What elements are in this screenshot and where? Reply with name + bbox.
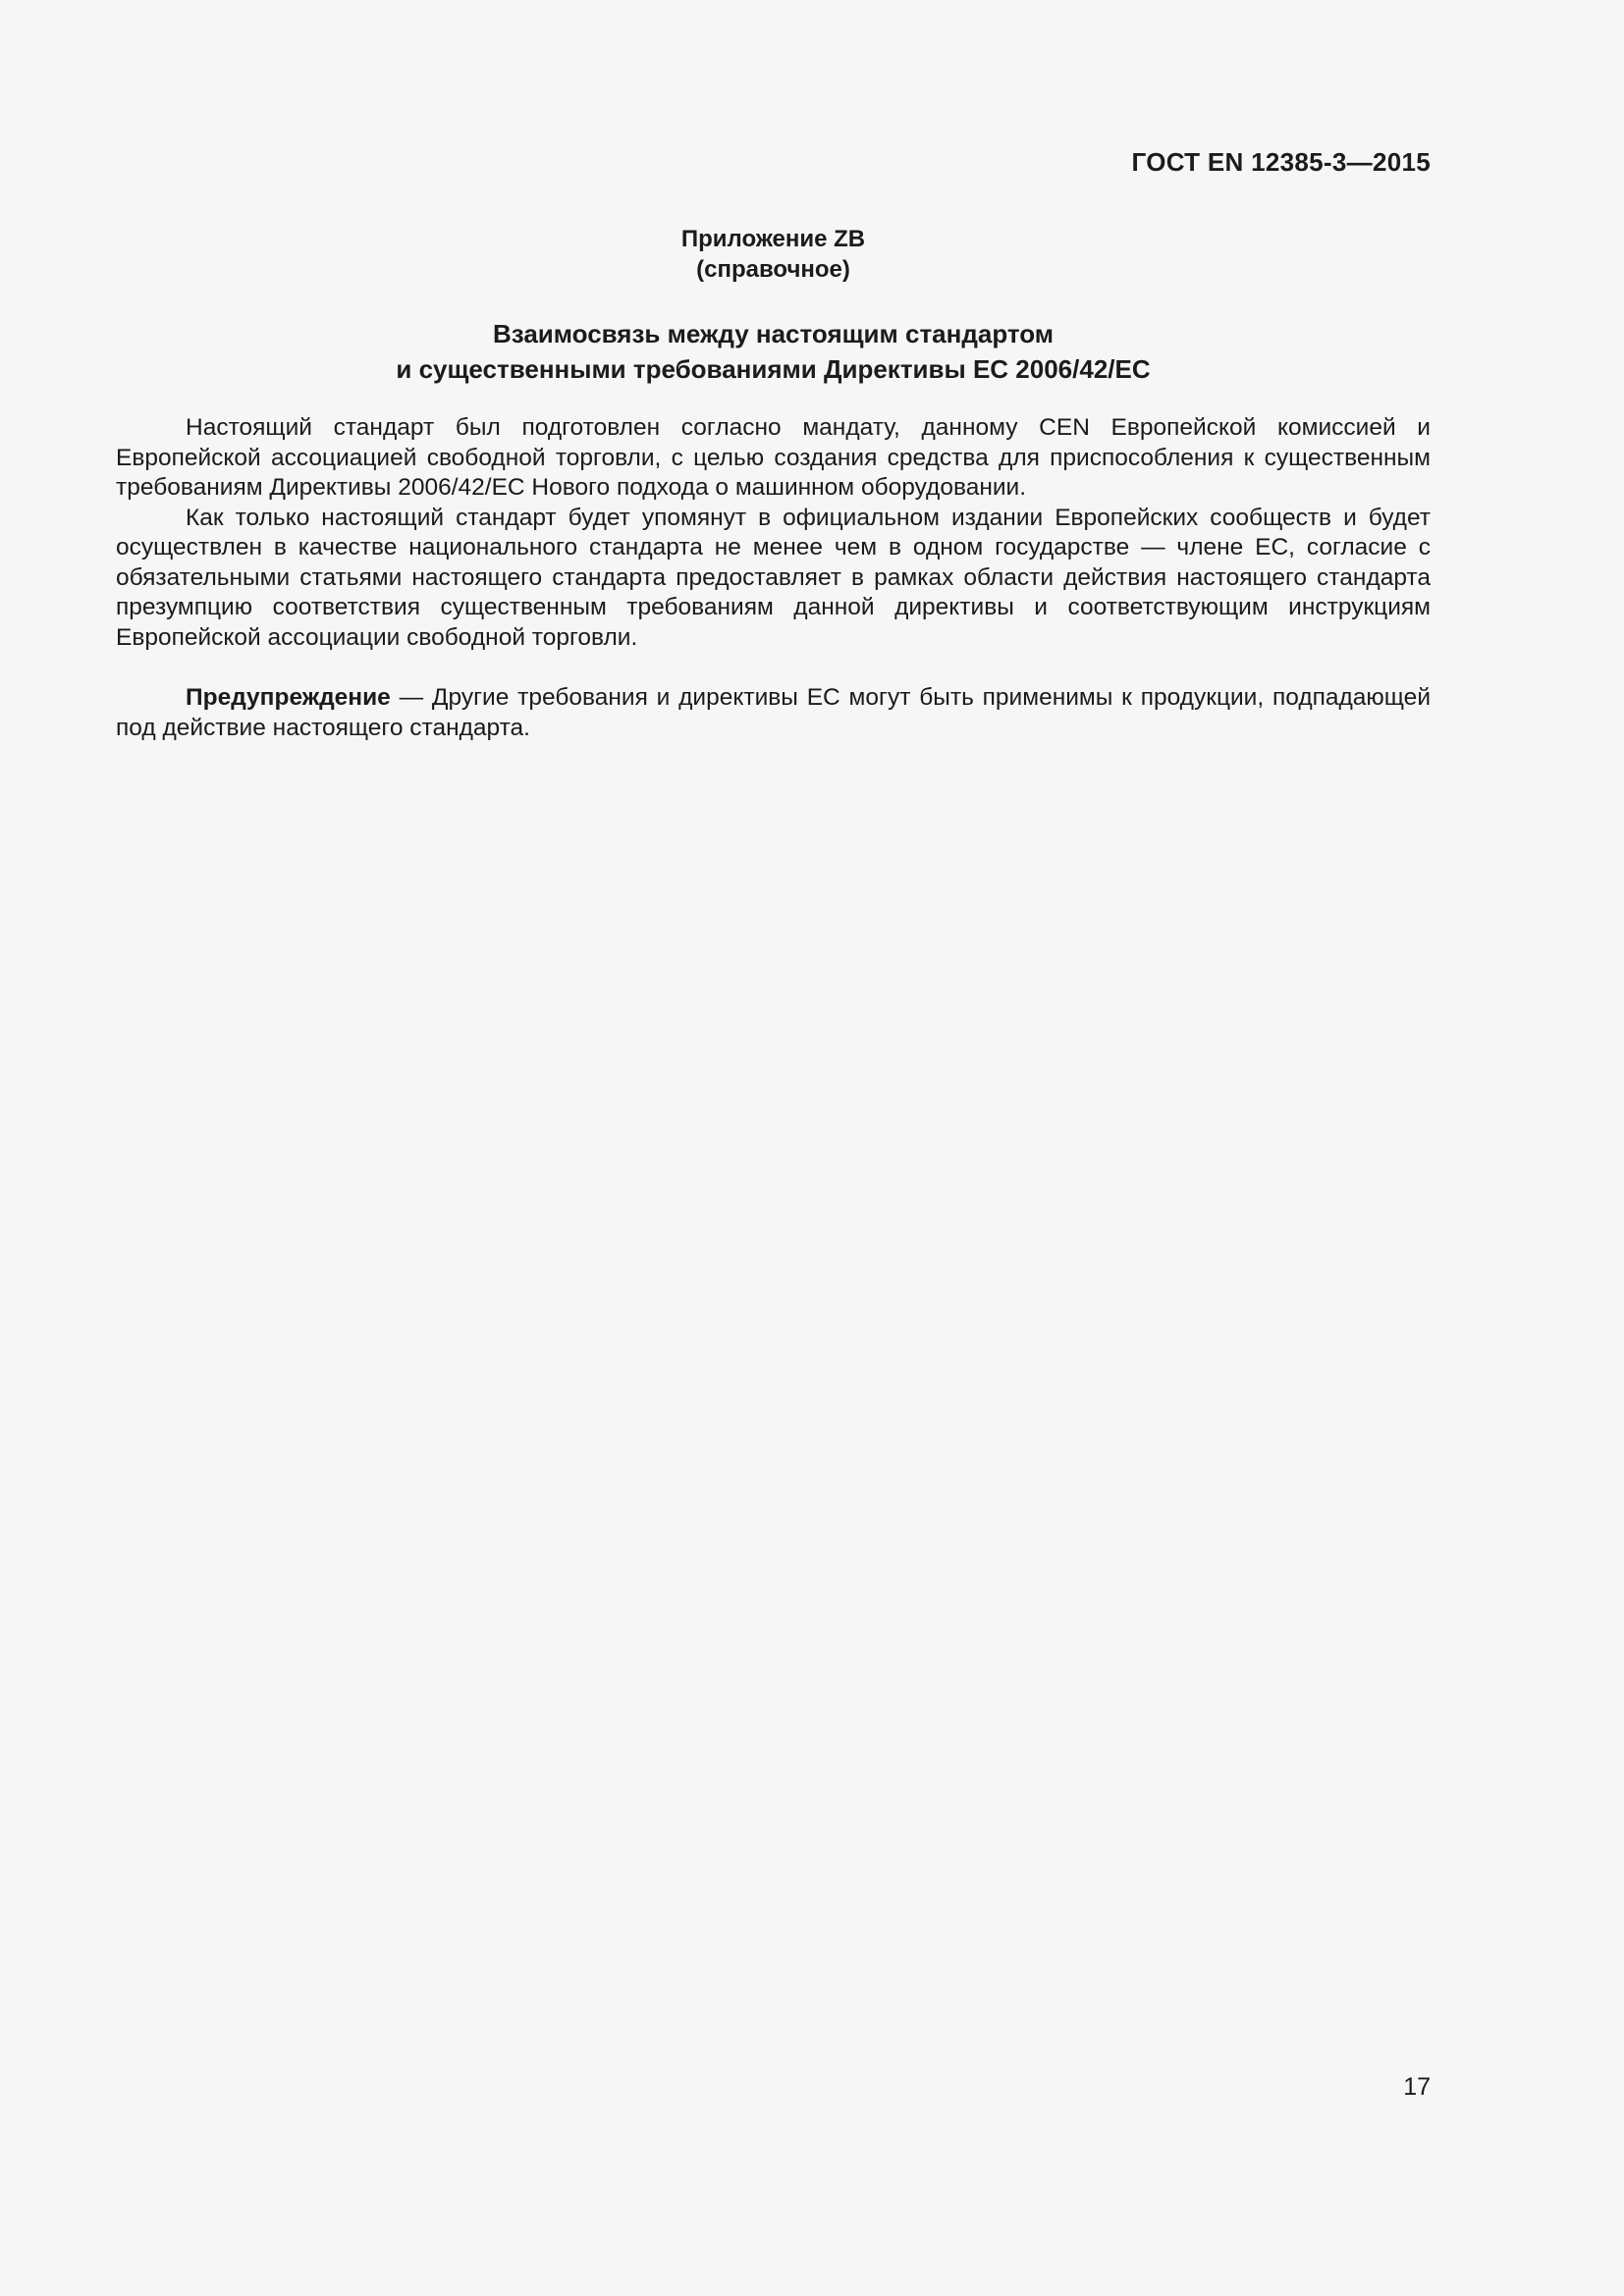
- page-number: 17: [1403, 2073, 1431, 2101]
- body-text: [116, 413, 1431, 743]
- warning-paragraph: [116, 683, 1431, 743]
- section-title: [116, 316, 1431, 387]
- annex-subtitle: (справочное): [696, 256, 850, 283]
- section-title-line2: и существенными требованиями Директивы ЕС 2006/42/ЕС: [396, 354, 1151, 384]
- annex-title: Приложение ZB: [680, 226, 866, 252]
- paragraph-2: Как только настоящий стандарт будет упомянут в официальном издании Европейских сообществ и будет осуществлен в качестве национального стандарта не менее чем в одном государстве — члене ЕС, согласие с обязательными статьями настоящего стандарта предоставляет в рамках области действия настоящего стандарта презумпцию соответствия существенным требованиям данной директивы и соответствующим инструкциям Европейской ассоциации свободной торговли.: [116, 504, 1431, 651]
- document-code: ГОСТ EN 12385-3—2015: [1131, 147, 1431, 177]
- annex-heading: [116, 224, 1431, 285]
- warning-label: Предупреждение: [186, 684, 391, 711]
- paragraph-1: Настоящий стандарт был подготовлен согласно мандату, данному CEN Европейской комиссией и Европейской ассоциацией свободной торговли, с целью создания средства для приспособления к существенным требованиям Директивы 2006/42/ЕС Нового подхода о машинном оборудовании.: [116, 414, 1431, 501]
- warning-text: — Другие требования и директивы ЕС могут быть применимы к продукции, подпадающей под действие настоящего стандарта.: [116, 684, 1431, 741]
- section-title-line1: Взаимосвязь между настоящим стандартом: [492, 319, 1055, 348]
